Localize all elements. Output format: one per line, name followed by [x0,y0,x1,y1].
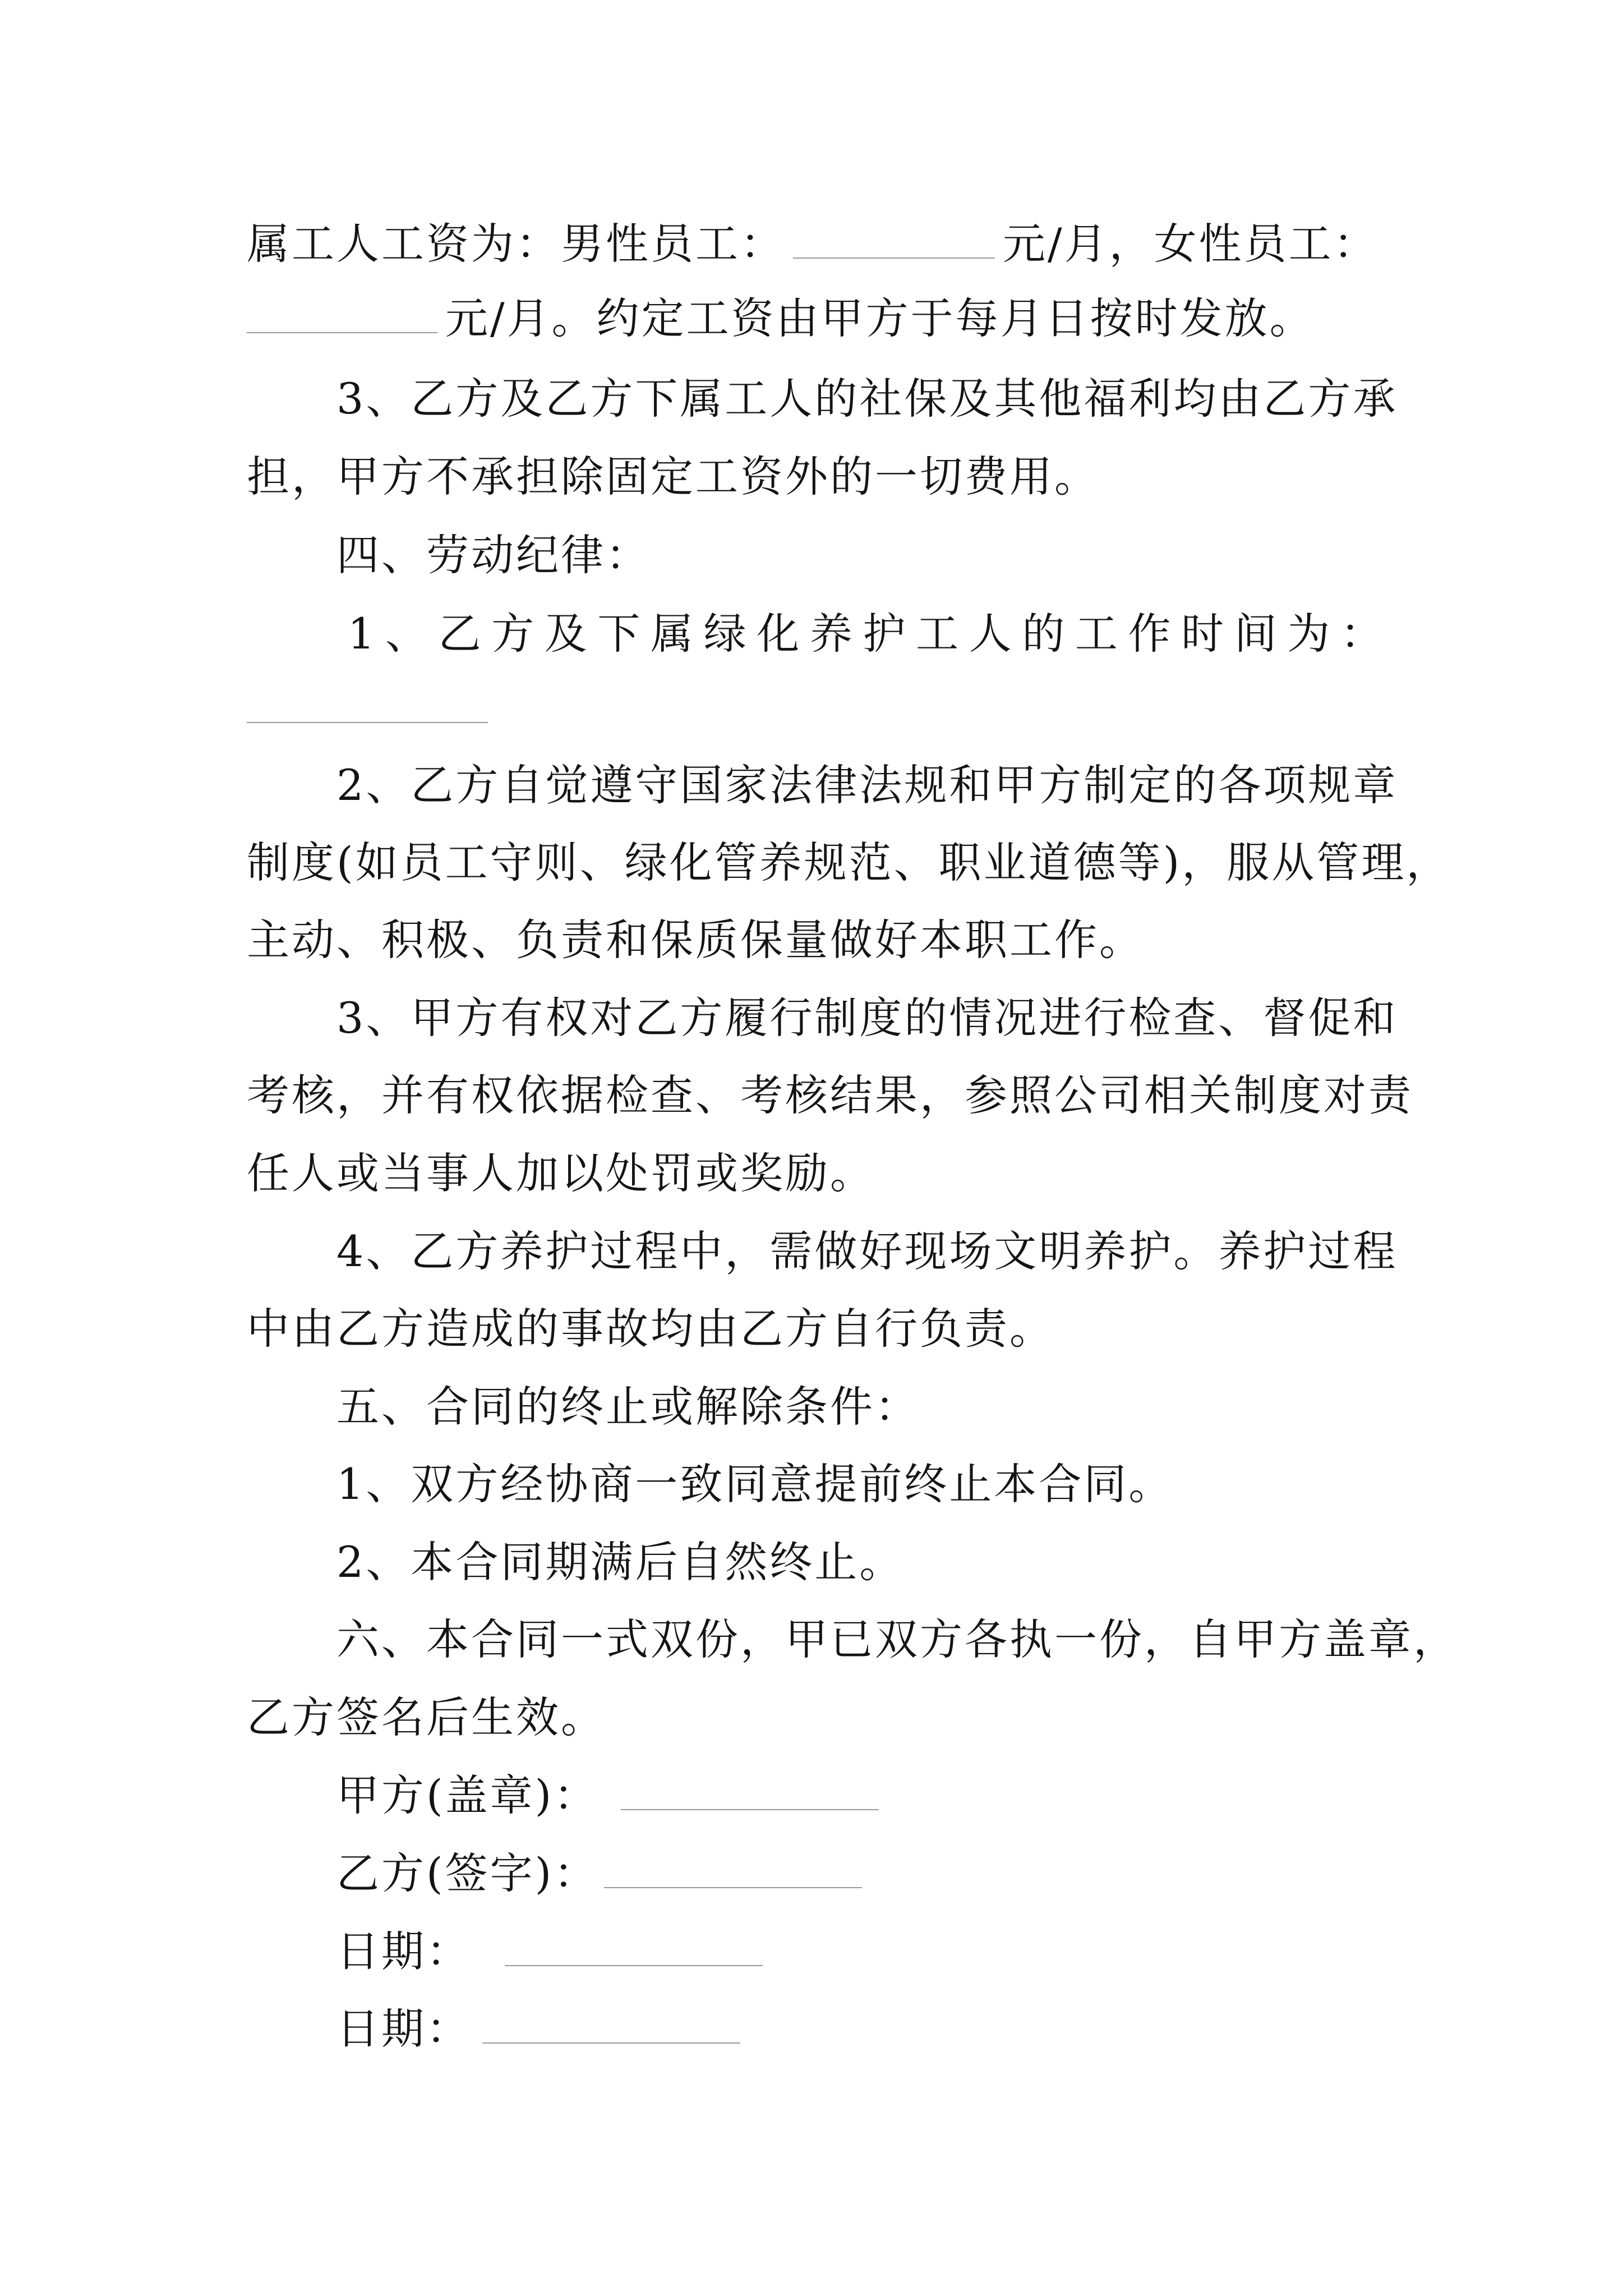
paragraph-line: 3、乙方及乙方下属工人的社保及其他福利均由乙方承 [336,374,1398,424]
paragraph-line: 1、乙方及下属绿化养护工人的工作时间为： [348,609,1385,659]
signature-blank [621,1778,879,1810]
paragraph-line: 中由乙方造成的事故均由乙方自行负责。 [247,1304,1054,1354]
paragraph-line: 4、乙方养护过程中，需做好现场文明养护。养护过程 [336,1226,1398,1276]
paragraph-line: 制度(如员工守则、绿化管养规范、职业道德等)，服从管理， [247,838,1451,887]
section-heading: 五、合同的终止或解除条件： [336,1382,920,1432]
paragraph-line: 任人或当事人加以处罚或奖励。 [247,1148,875,1198]
text-segment: 元/月。约定工资由甲方于每月日按时发放。 [445,293,1315,343]
paragraph-line: 3、甲方有权对乙方履行制度的情况进行检查、督促和 [336,993,1398,1043]
paragraph-line: 六、本合同一式双份，甲已双方各执一份，自甲方盖章， [336,1614,1458,1664]
text-segment: 元/月，女性员工： [1003,219,1378,269]
signature-label: 乙方(签字)： [336,1848,599,1898]
paragraph-line: 担，甲方不承担除固定工资外的一切费用。 [247,452,1099,501]
paragraph-line: 乙方签名后生效。 [247,1692,606,1742]
blank-field-male-wage [793,226,995,259]
signature-blank [604,1856,862,1888]
signature-line-party-a [336,1754,1475,1838]
date-line-1 [336,1910,1475,1994]
signature-line-party-b [336,1832,1475,1916]
section-heading: 四、劳动纪律： [336,530,651,580]
paragraph-line: 考核，并有权依据检查、考核结果，参照公司相关制度对责 [247,1070,1413,1120]
date-blank [482,2011,740,2044]
text-line [247,202,1385,286]
date-label: 日期： [336,2004,471,2054]
date-blank [505,1934,763,1966]
paragraph-line: 2、本合同期满后自然终止。 [336,1537,905,1587]
signature-label: 甲方(盖章)： [336,1770,599,1820]
paragraph-line: 1、双方经协商一致同意提前终止本合同。 [336,1459,1174,1509]
text-line [247,277,1385,361]
paragraph-line: 主动、积极、负责和保质保量做好本职工作。 [247,915,1144,965]
paragraph-line: 2、乙方自觉遵守国家法律法规和甲方制定的各项规章 [336,760,1398,810]
blank-field-work-hours [247,722,488,723]
date-label: 日期： [336,1926,471,1976]
date-line-2 [336,1987,1475,2071]
blank-field-female-wage [247,301,437,333]
text-segment: 属工人工资为：男性员工： [247,219,785,269]
